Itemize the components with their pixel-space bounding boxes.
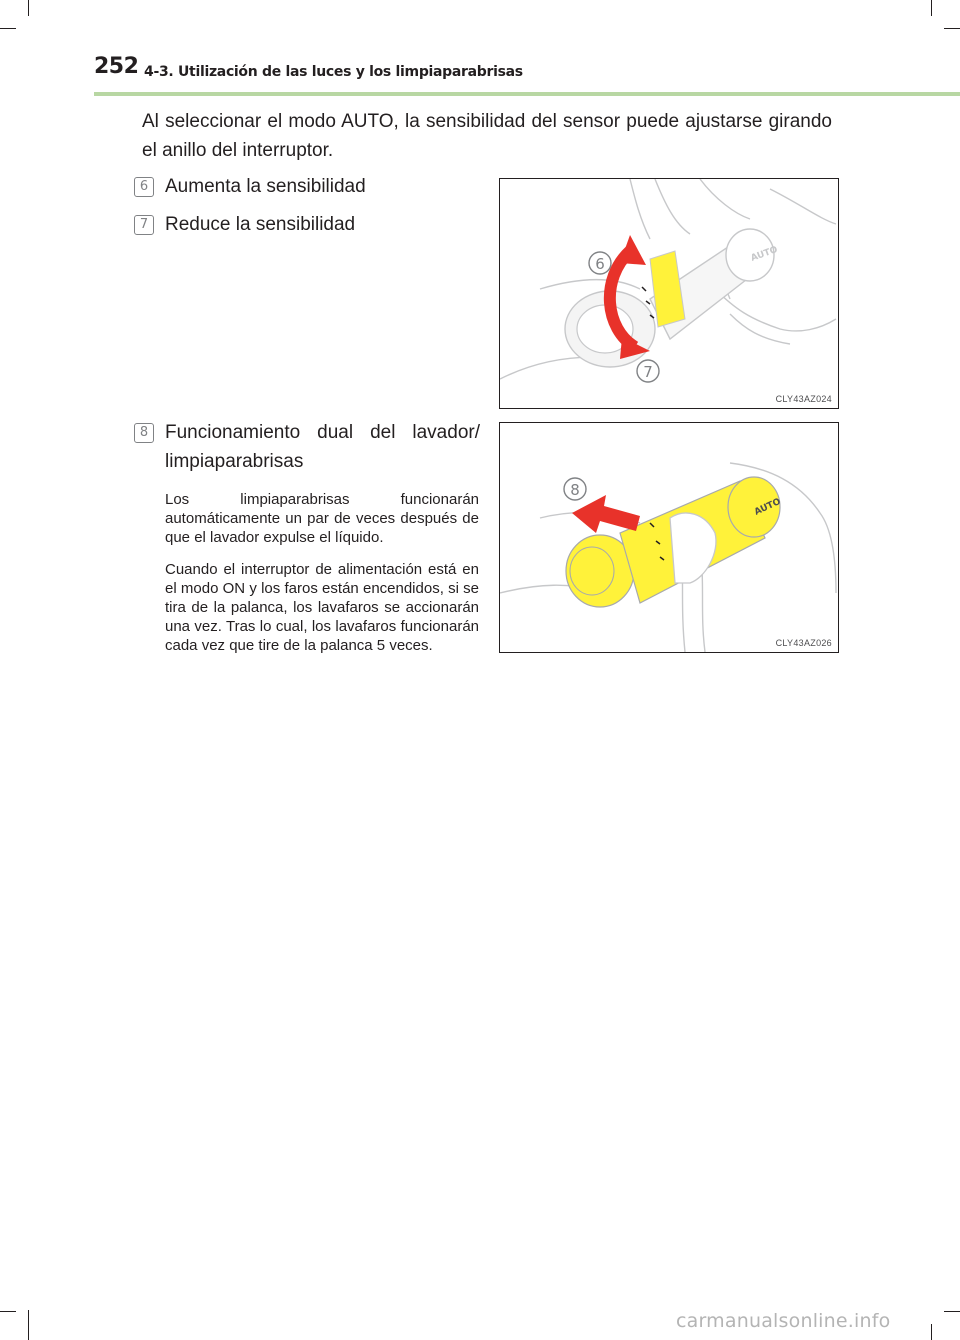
page-number: 252 xyxy=(94,54,139,79)
illustration-sensitivity-ring xyxy=(500,179,838,408)
intro-paragraph: Al seleccionar el modo AUTO, la sensibilidad del sensor puede ajustarse girando el anillo del interruptor. xyxy=(142,111,832,161)
section-title: 4-3. Utilización de las luces y los limpiaparabrisas xyxy=(144,64,523,80)
figure-code: CLY43AZ026 xyxy=(775,638,832,648)
crop-mark xyxy=(931,1324,932,1340)
item-label-line: limpiaparabrisas xyxy=(165,451,304,472)
callout-badge-6: 6 xyxy=(134,177,154,197)
item-label-reduce-sensitivity: Reduce la sensibilidad xyxy=(165,214,356,235)
item-label-line: Funcionamiento dual del lavador/ xyxy=(165,422,480,443)
item-label-dual-washer xyxy=(165,418,480,476)
switch-text: AUTO xyxy=(749,244,780,264)
figure-callout-6: 6 xyxy=(595,255,605,273)
figure-dual-washer xyxy=(499,422,839,653)
callout-badge-7: 7 xyxy=(134,215,154,235)
note-paragraph: Los limpiaparabrisas funcionarán automáticamente un par de veces después de que el lavador expulse el líquido. xyxy=(165,491,479,546)
illustration-dual-washer xyxy=(500,423,838,652)
figure-callout-7: 7 xyxy=(643,363,653,381)
crop-mark xyxy=(28,1310,29,1340)
switch-text: AUTO xyxy=(753,496,783,518)
crop-mark xyxy=(944,1311,960,1312)
figure-sensitivity-ring xyxy=(499,178,839,409)
figure-callout-8: 8 xyxy=(570,481,580,499)
crop-mark xyxy=(0,1311,16,1312)
header-rule xyxy=(94,92,960,96)
watermark[interactable]: carmanualsonline.info xyxy=(676,1310,891,1332)
figure-code: CLY43AZ024 xyxy=(775,394,832,404)
item-label-increase-sensitivity: Aumenta la sensibilidad xyxy=(165,176,366,197)
page-header xyxy=(0,0,960,100)
note-paragraph: Cuando el interruptor de alimentación está en el modo ON y los faros están encendidos, si se tira de la palanca, los lavafaros se accionarán una vez. Tras lo cual, los lavafaros funcionarán cada vez que tire de la palanca 5 veces. xyxy=(165,561,479,654)
callout-badge-8: 8 xyxy=(134,423,154,443)
